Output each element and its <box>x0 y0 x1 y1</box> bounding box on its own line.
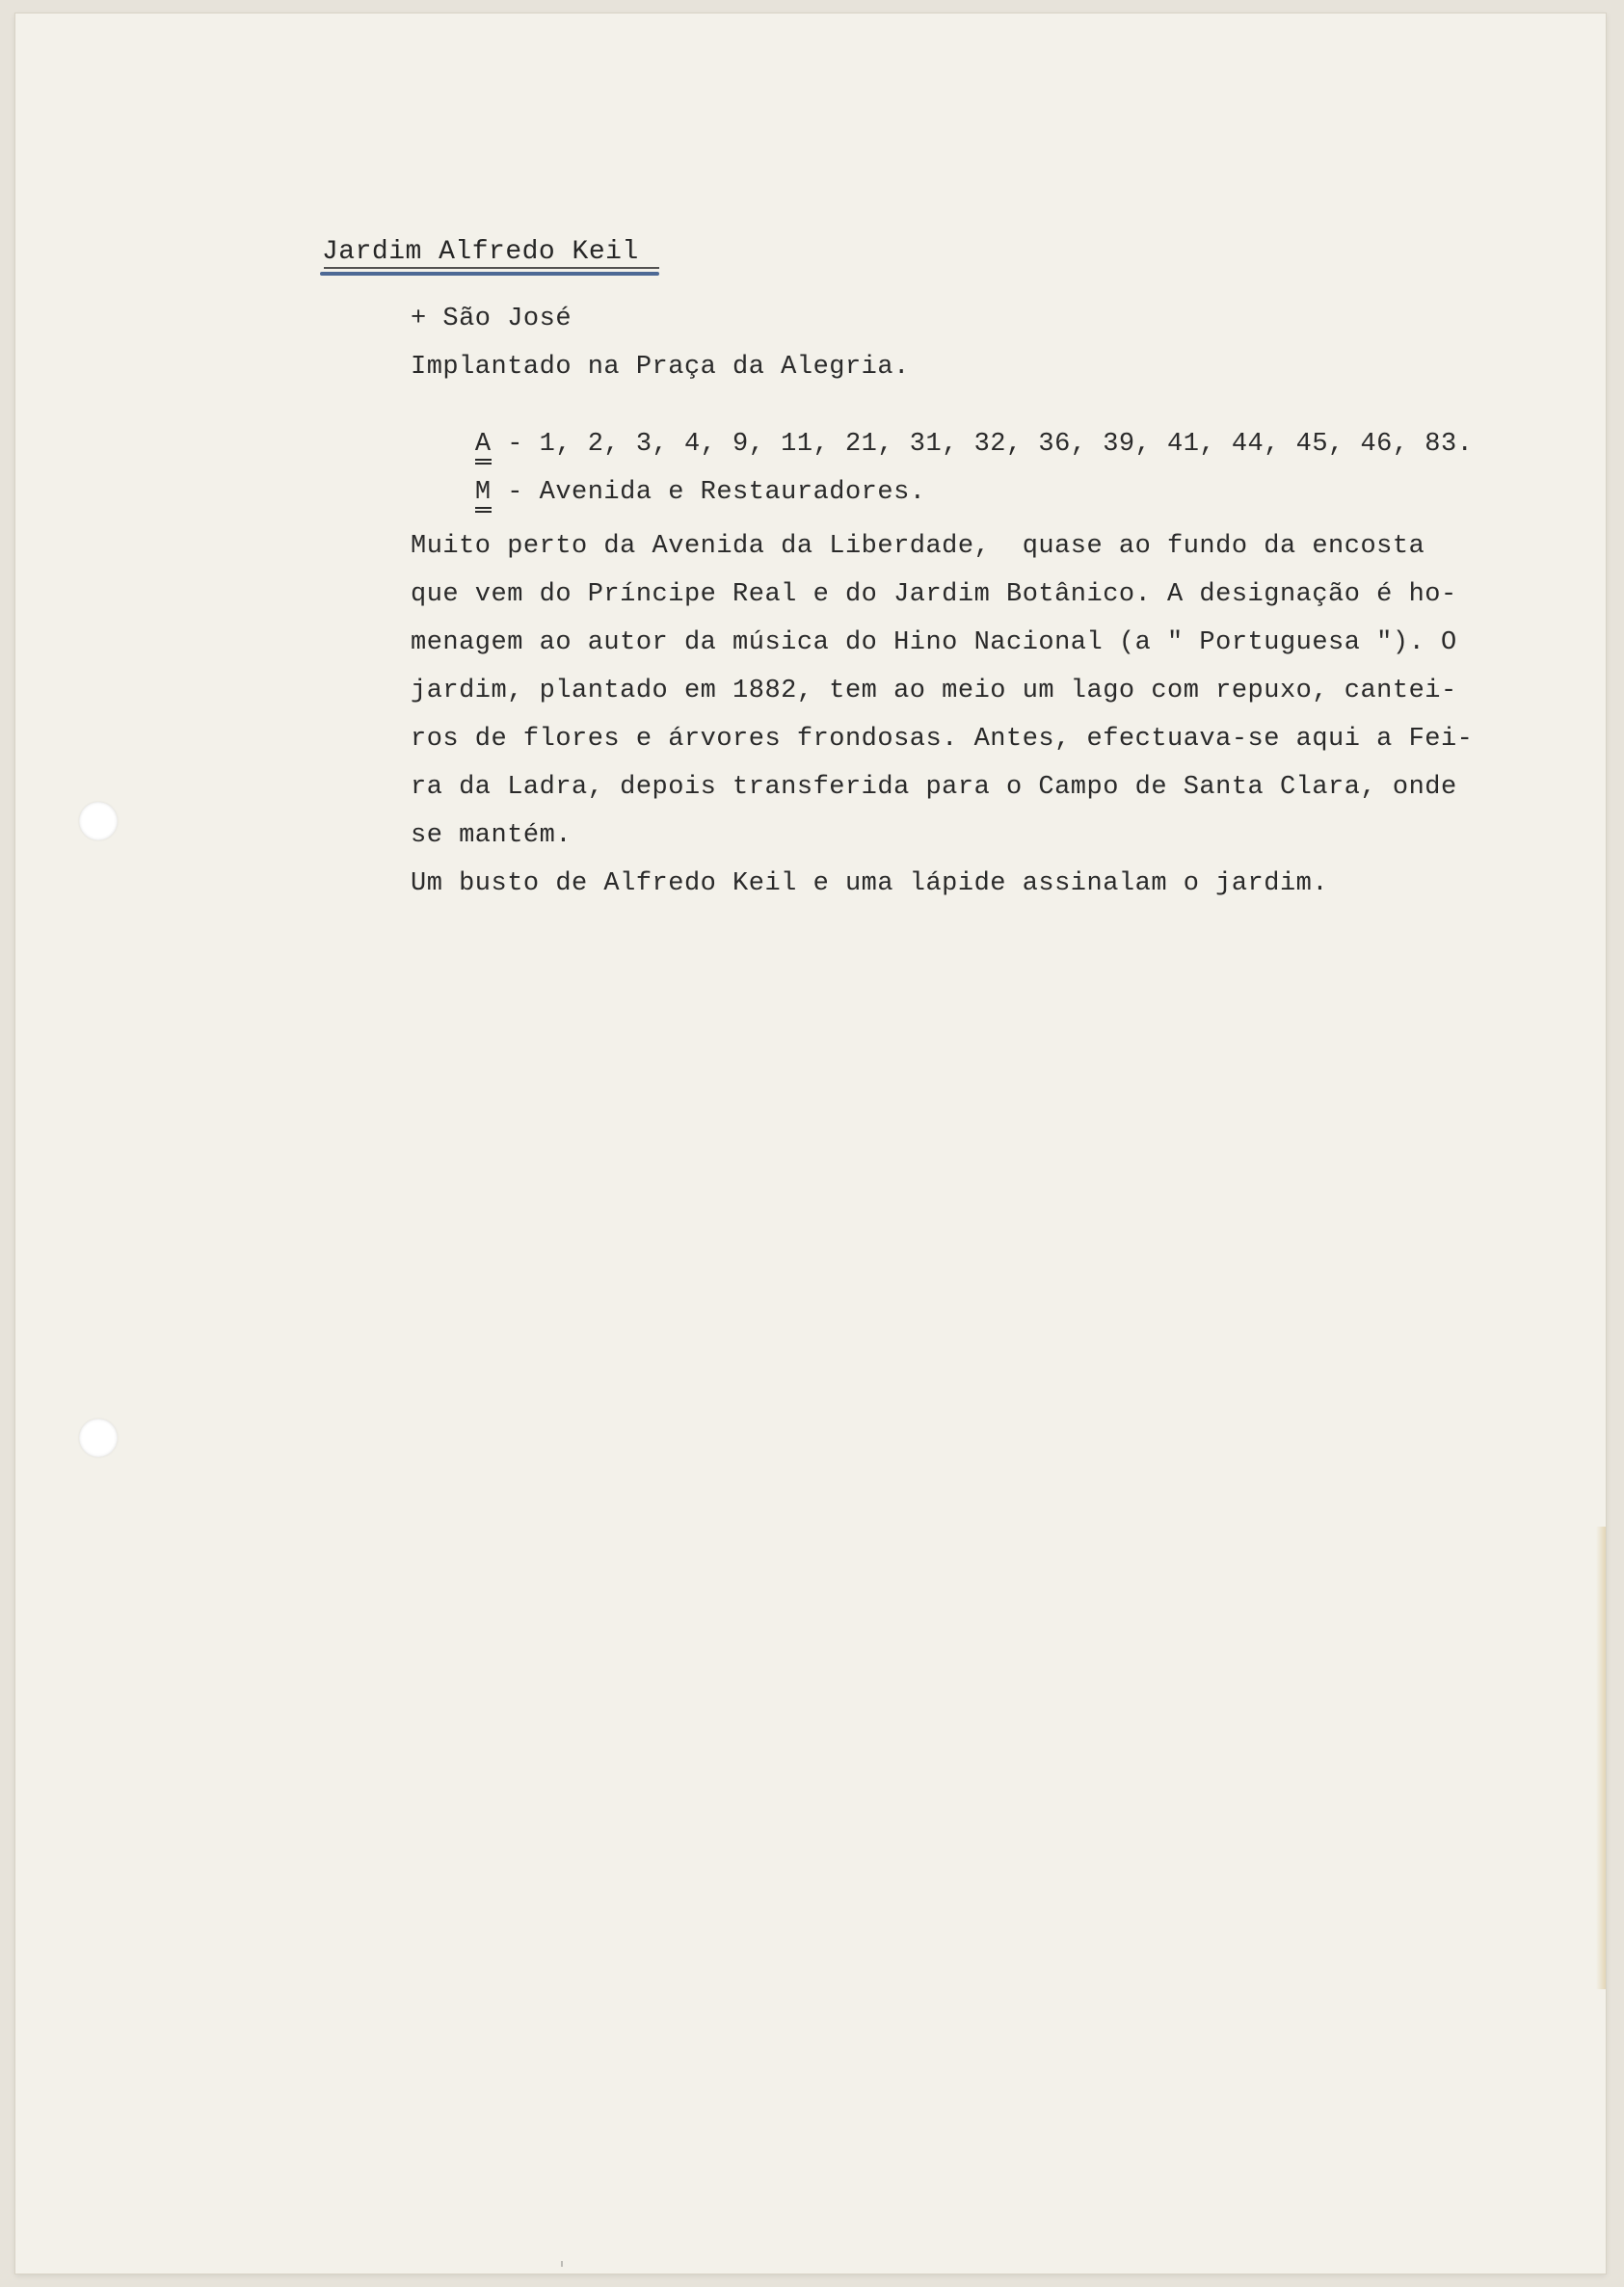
location-line: Implantado na Praça da Alegria. <box>411 353 910 382</box>
paragraph-line: que vem do Príncipe Real e do Jardim Botânico. A designação é ho- <box>411 580 1457 609</box>
document-title: Jardim Alfredo Keil <box>322 237 639 267</box>
paragraph-line: Muito perto da Avenida da Liberdade, quase ao fundo da encosta <box>411 532 1425 561</box>
closing-line: Um busto de Alfredo Keil e uma lápide assinalam o jardim. <box>411 869 1329 898</box>
paragraph-line: se mantém. <box>411 821 572 850</box>
paragraph-line: ra da Ladra, depois transferida para o Campo de Santa Clara, onde <box>411 773 1457 802</box>
punch-hole-bottom <box>79 1419 118 1457</box>
bus-routes: - 1, 2, 3, 4, 9, 11, 21, 31, 32, 36, 39, 41, 44, 45, 46, 83. <box>507 430 1474 459</box>
paragraph-line: menagem ao autor da música do Hino Nacional (a " Portuguesa "). O <box>411 628 1457 657</box>
parish-line: + São José <box>411 305 572 333</box>
document-page <box>15 13 1606 2274</box>
paragraph-line: jardim, plantado em 1882, tem ao meio um lago com repuxo, cantei- <box>411 677 1457 705</box>
double-underline <box>475 507 492 513</box>
metro-label: M <box>475 478 492 507</box>
paper-mark <box>561 2261 563 2267</box>
metro-line <box>411 449 926 536</box>
metro-stations: - Avenida e Restauradores. <box>507 478 926 507</box>
title-underline-blue <box>320 272 659 276</box>
title-underline-ink <box>324 267 659 269</box>
paragraph-line: ros de flores e árvores frondosas. Antes, efectuava-se aqui a Fei- <box>411 725 1474 754</box>
bus-label: A <box>475 430 492 459</box>
punch-hole-top <box>79 802 118 840</box>
